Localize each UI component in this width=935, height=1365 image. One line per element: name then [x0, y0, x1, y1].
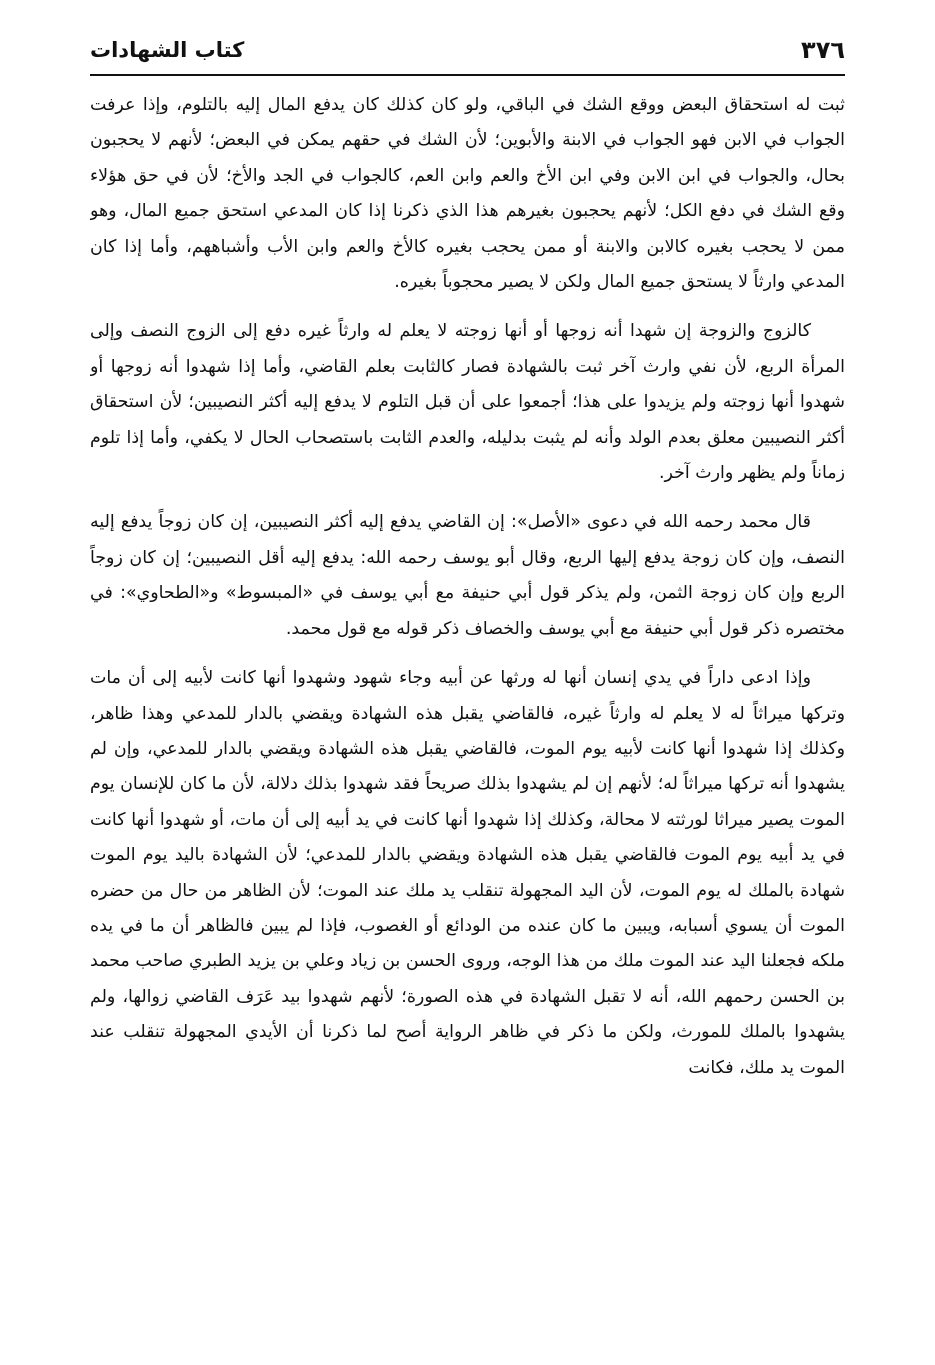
page-header	[90, 34, 845, 76]
paragraph-2: كالزوج والزوجة إن شهدا أنه زوجها أو أنها زوجته لا يعلم له وارثاً غيره دفع إلى الزوج النصف وإلى المرأة الربع، لأن نفي وارث آخر ثبت بالشهادة فصار كالثابت بعلم القاضي، وأما إذا شهدوا أنه زوجها أو شهدوا أنها زوجته ولم يزيدوا على هذا؛ أجمعوا على أن قبل التلوم لا يدفع إليه أكثر النصيبين؛ لأن استحقاق أكثر النصيبين معلق بعدم الولد وأنه لم يثبت بدليله، والعدم الثابت باستصحاب الحال لا يكفي، وأما إذا تلوم زماناً ولم يظهر وارث آخر.	[90, 321, 845, 484]
page-number: ٣٧٦	[801, 36, 845, 64]
paragraph-3: قال محمد رحمه الله في دعوى «الأصل»: إن القاضي يدفع إليه أكثر النصيبين، إن كان زوجاً يدفع إليه النصف، وإن كان زوجة يدفع إليها الربع، وقال أبو يوسف رحمه الله: يدفع إليه أقل النصيبين؛ إن كان زوجاً الربع وإن كان زوجة الثمن، ولم يذكر قول أبي حنيفة مع أبي يوسف في «المبسوط» و«الطحاوي»: في مختصره ذكر قول أبي حنيفة مع أبي يوسف والخصاف ذكر قوله مع قول محمد.	[90, 512, 845, 639]
page-body	[90, 88, 845, 1349]
paragraph-1: ثبت له استحقاق البعض ووقع الشك في الباقي، ولو كان كذلك كان يدفع المال إليه بالتلوم، وإذا عرفت الجواب في الابن فهو الجواب في الابنة والأبوين؛ لأن الشك في حقهم يمكن في البعض؛ لأنهم لا يحجبون بحال، والجواب في ابن الابن وفي ابن الأخ والعم وابن العم، كالجواب في الجد والأخ؛ لأن في حق هؤلاء وقع الشك في دفع الكل؛ لأنهم يحجبون بغيرهم هذا الذي ذكرنا إذا كان المدعي استحق جميع المال، وهو ممن لا يحجب بغيره كالابن والابنة أو ممن يحجب بغيره كالأخ والعم وابن الأب وأشباههم، وأما إذا كان المدعي وارثاً لا يستحق جميع المال ولكن لا يصير محجوباً بغيره.	[90, 95, 845, 293]
running-title: كتاب الشهادات	[90, 38, 245, 62]
paragraph-4: وإذا ادعى داراً في يدي إنسان أنها له ورثها عن أبيه وجاء شهود وشهدوا أنها كانت لأبيه إلى أن مات وتركها ميراثاً له لا يعلم له وارثاً غيره، فالقاضي يقبل هذه الشهادة ويقضي بالدار للمدعي وهذا ظاهر، وكذلك إذا شهدوا أنها كانت لأبيه يوم الموت، فالقاضي يقبل هذه الشهادة ويقضي بالدار للمدعي، وإن لم يشهدوا أنه تركها ميراثاً له؛ لأنهم إن لم يشهدوا بذلك صريحاً فقد شهدوا بذلك دلالة، لأن ما كان للإنسان يوم الموت يصير ميراثا لورثته لا محالة، وكذلك إذا شهدوا أنها كانت في يد أبيه إلى أن مات، أو شهدوا أنها كانت في يد أبيه يوم الموت فالقاضي يقبل هذه الشهادة ويقضي بالدار للمدعي؛ لأن الشهادة باليد يوم الموت شهادة بالملك له يوم الموت، لأن اليد المجهولة تنقلب يد ملك عند الموت؛ لأن الظاهر من حال من حضره الموت أن يسوي أسبابه، ويبين ما كان عنده من الودائع أو الغصوب، فإذا لم يبين فالظاهر أن ما في يده ملكه فجعلنا اليد عند الموت ملك من هذا الوجه، وروى الحسن بن زياد وعلي بن يزيد الطبري صاحب محمد بن الحسن رحمهم الله، أنه لا تقبل الشهادة في هذه الصورة؛ لأنهم شهدوا بيد عَرَف القاضي زوالها، ولم يشهدوا بالملك للمورث، ولكن ما ذكر في ظاهر الرواية أصح لما ذكرنا أن الأيدي المجهولة تنقلب عند الموت يد ملك، فكانت	[90, 668, 845, 1078]
